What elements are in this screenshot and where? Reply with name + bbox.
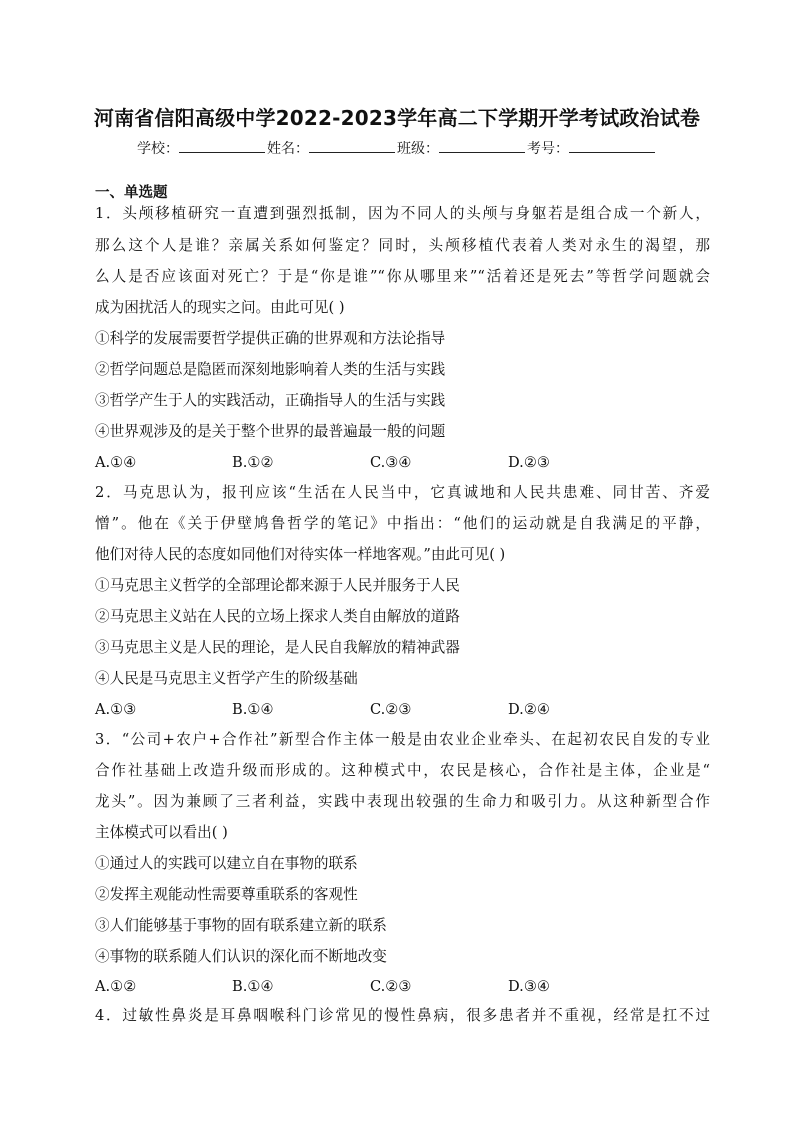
student-info-row [0,137,794,158]
statement: ②哲学问题总是隐匿而深刻地影响着人类的生活与实践 [95,361,446,378]
option-d: D.③④ [508,978,550,995]
option-c: C.②③ [370,701,412,718]
option-b: B.①② [232,454,274,471]
question-2-line: 他们对待人民的态度如同他们对待实体一样地客观。”由此可见( ) [95,546,506,563]
question-3-line: 龙头”。因为兼顾了三者利益，实践中表现出较强的生命力和吸引力。从这种新型合作 [95,793,710,810]
statement: ①科学的发展需要哲学提供正确的世界观和方法论指导 [95,330,446,347]
exam-number-blank [569,137,655,153]
statement: ③哲学产生于人的实践活动，正确指导人的生活与实践 [95,392,446,409]
question-3-line: 主体模式可以看出( ) [95,824,228,841]
section-heading: 一、单选题 [95,185,168,201]
exam-title: 河南省信阳高级中学2022-2023学年高二下学期开学考试政治试卷 [93,106,701,130]
option-a: A.①④ [95,454,137,471]
option-a: A.①③ [95,701,137,718]
question-1-line: 那么这个人是谁？亲属关系如何鉴定？同时，头颅移植代表着人类对永生的渴望，那 [95,237,710,254]
question-1-line: 么人是否应该面对死亡？于是“你是谁”“你从哪里来”“活着还是死去”等哲学问题就会 [95,268,710,285]
statement: ④事物的联系随人们认识的深化而不断地改变 [95,948,387,965]
option-c: C.③④ [370,454,412,471]
statement: ③马克思主义是人民的理论，是人民自我解放的精神武器 [95,639,460,656]
question-3-line: 3．“公司+农户+合作社”新型合作主体一般是由农业企业牵头、在起初农民自发的专业 [95,731,710,748]
school-label: 学校： [137,141,179,157]
statement: ②马克思主义站在人民的立场上探求人类自由解放的道路 [95,608,460,625]
question-1-line: 成为困扰活人的现实之问。由此可见( ) [95,299,345,316]
question-2-line: 憎”。他在《关于伊壁鸠鲁哲学的笔记》中指出：“他们的运动就是自我满足的平静， [95,515,710,532]
statement: ①通过人的实践可以建立自在事物的联系 [95,855,358,872]
question-3-line: 合作社基础上改造升级而形成的。这种模式中，农民是核心，合作社是主体，企业是“ [95,762,710,779]
name-blank [309,137,395,153]
question-4-line: 4．过敏性鼻炎是耳鼻咽喉科门诊常见的慢性鼻病，很多患者并不重视，经常是扛不过 [95,1007,710,1024]
option-b: B.①④ [232,701,274,718]
statement: ②发挥主观能动性需要尊重联系的客观性 [95,886,358,903]
class-label: 班级： [397,141,439,157]
question-2-line: 2．马克思认为，报刊应该“生活在人民当中，它真诚地和人民共患难、同甘苦、齐爱 [95,484,710,501]
option-b: B.①④ [232,978,274,995]
statement: ③人们能够基于事物的固有联系建立新的联系 [95,917,387,934]
name-label: 姓名： [267,141,309,157]
option-c: C.②③ [370,978,412,995]
school-blank [179,137,265,153]
statement: ①马克思主义哲学的全部理论都来源于人民并服务于人民 [95,577,460,594]
option-d: D.②③ [508,454,550,471]
option-d: D.②④ [508,701,550,718]
statement: ④世界观涉及的是关于整个世界的最普遍最一般的问题 [95,423,446,440]
statement: ④人民是马克思主义哲学产生的阶级基础 [95,670,358,687]
option-a: A.①② [95,978,137,995]
question-1-line: 1．头颅移植研究一直遭到强烈抵制，因为不同人的头颅与身躯若是组合成一个新人， [95,205,710,222]
class-blank [439,137,525,153]
exam-number-label: 考号： [527,141,569,157]
